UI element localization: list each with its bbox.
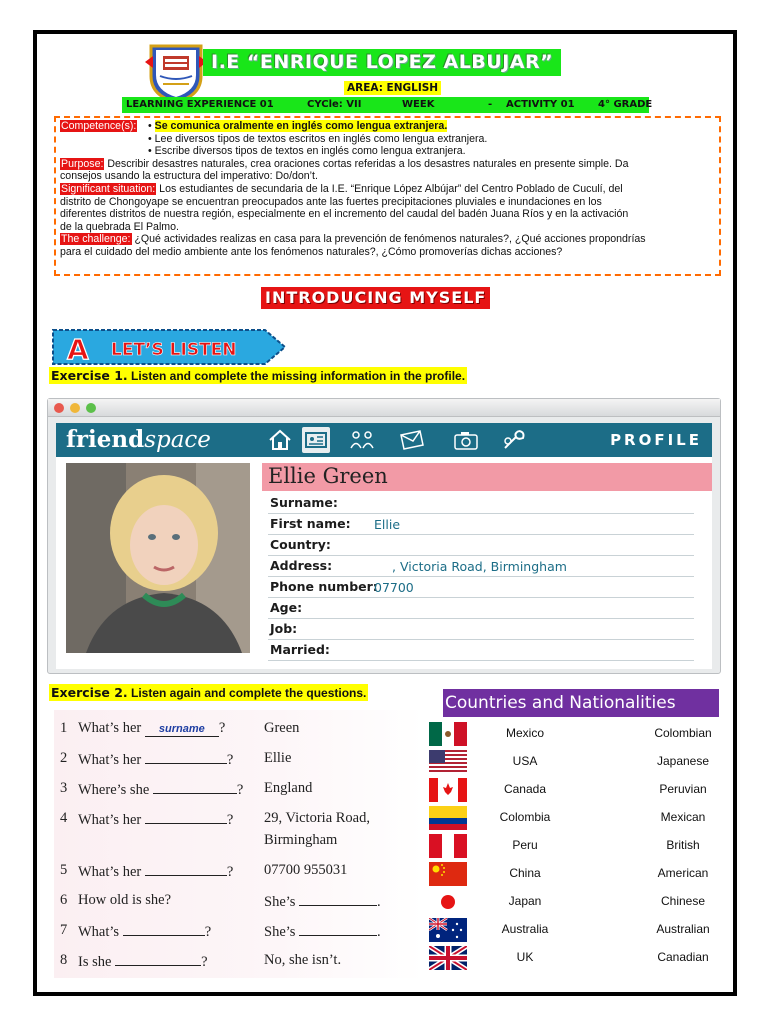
answer-blank-5[interactable] [145, 862, 227, 876]
nationality-peruvian: Peruvian [659, 782, 707, 796]
country-australia: Australia [501, 922, 549, 936]
competence-bullet-1: Se comunica oralmente en inglés como lengua extranjera. [154, 120, 448, 132]
profile-heading: PROFILE [610, 431, 702, 449]
friendspace-logo: friendspace [66, 426, 211, 453]
activity: ACTIVITY 01 [506, 99, 575, 110]
minimize-dot-icon[interactable] [70, 403, 80, 413]
situation-text-3: diferentes distritos de nuestra región, especialmente en el incremento del caudal del badén Juana Ríos y en la activación [60, 208, 629, 221]
camera-icon[interactable] [452, 427, 480, 453]
japan-flag-icon [429, 890, 467, 914]
australia-flag-icon [429, 918, 467, 942]
answer-blank-7b[interactable] [299, 922, 377, 936]
usa-flag-icon [429, 750, 467, 774]
uk-flag-icon [429, 946, 467, 970]
age-field[interactable]: Age: [268, 598, 694, 619]
challenge-line [60, 233, 715, 246]
canada-flag-icon [429, 778, 467, 802]
first-name-field[interactable]: First name: Ellie [268, 514, 694, 535]
country-usa: USA [512, 754, 538, 768]
country-mexico: Mexico [505, 726, 544, 740]
nationality-japanese: Japanese [656, 754, 710, 768]
competence-box: Competence(s): • Se comunica oralmente en inglés como lengua extranjera. • Lee diversos tipos de textos escritos en inglés como lengua extranjera. • Escribe diversos tipos de textos en inglés como lengua extranjera. Purpose: Describir desastres naturales, crea oraciones cortas referidas a los desastres naturales en presente simple. Da consejos usando la estructura del imperativo: Do/don’t. Significant situation: Los estudiantes de secundaria de la I.E. “Enrique López Albújar” del Centro Poblado de Cuculí, del distrito de Chongoyape se encuentran preocupados ante las fuertes precipitaciones pluviales e inundaciones en los diferentes distritos de nuestra región, especialmente en el incremento del caudal del badén Juana Ríos y en la activación de la quebrada El Palmo. The challenge: ¿Qué actividades realizas en casa para la prevención de fenómenos naturales?, ¿Qué acciones propondrías para el cuidado del medio ambiente ante los fenómenos naturales?, ¿Cómo promoverías dichas acciones? [54, 116, 721, 276]
questions-panel: 1 What’s her surname ? Green 2 What’s her ? Ellie 3 Where’s she ? England 4 What’s her ? 29, Victoria Road, Birmingham 5 What’s her ? 07700 955031 6 How old is she? She’s . 7 What’s ? She’s . 8 Is she ? No, she isn’t. [54, 710, 424, 978]
nationality-american: American [657, 866, 709, 880]
cycle: CYCle: VII [307, 99, 362, 110]
job-field[interactable]: Job: [268, 619, 694, 640]
profile-photo [66, 463, 250, 653]
purpose-text-1: Describir desastres naturales, crea oraciones cortas referidas a los desastres naturales en presente simple. Da [104, 157, 629, 170]
purpose-text-2: consejos usando la estructura del imperativo: Do/don’t. [60, 170, 318, 183]
nationality-mexican: Mexican [660, 810, 706, 824]
country-japan: Japan [508, 894, 542, 908]
section-title: INTRODUCING MYSELF [261, 287, 490, 309]
answer-blank-2[interactable] [145, 750, 227, 764]
nationality-british: British [666, 838, 700, 852]
country-peru: Peru [512, 838, 538, 852]
competence-tag: Competence(s): [61, 120, 137, 132]
nationality-canadian: Canadian [657, 950, 709, 964]
school-crest-logo [145, 42, 207, 104]
profile-name-band [262, 463, 712, 491]
exercise-1-instruction: Exercise 1. Listen and complete the missing information in the profile. [51, 368, 466, 383]
country-uk: UK [516, 950, 534, 964]
mail-icon[interactable] [398, 427, 426, 453]
exercise-2-instruction: Exercise 2. Listen again and complete the questions. [51, 685, 367, 700]
situation-line [60, 183, 715, 196]
nationality-australian: Australian [656, 922, 710, 936]
competence-bullet-3: Escribe diversos tipos de textos en inglés como lengua extranjera. [154, 145, 466, 158]
week: WEEK [402, 99, 435, 110]
answer-blank-7[interactable] [123, 922, 205, 936]
situation-text-1: Los estudiantes de secundaria de la I.E. “Enrique López Albújar” del Centro Poblado de Cuculí, del [156, 182, 623, 195]
dash: - [488, 99, 493, 110]
friends-icon[interactable] [348, 427, 376, 453]
close-dot-icon[interactable] [54, 403, 64, 413]
colombia-flag-icon [429, 806, 467, 830]
purpose-line [60, 158, 715, 171]
friendspace-profile-window [47, 398, 721, 674]
challenge-text-1: ¿Qué actividades realizas en casa para la prevención de fenómenos naturales?, ¿Qué acciones propondrías [131, 233, 646, 246]
grade: 4° GRADE [598, 99, 653, 110]
answer-blank-4[interactable] [145, 810, 227, 824]
learning-experience-bar [122, 97, 653, 113]
situation-tag: Significant situation: [61, 182, 156, 195]
country-canada: Canada [503, 782, 547, 796]
phone-field[interactable]: Phone number: 07700 [268, 577, 694, 598]
competence-bullet-2: Lee diversos tipos de textos escritos en inglés como lengua extranjera. [154, 132, 488, 145]
school-title: I.E “ENRIQUE LOPEZ ALBUJAR” [203, 49, 561, 76]
lets-listen-label: LET’S LISTEN [111, 340, 237, 360]
answer-blank-1[interactable]: surname [145, 722, 219, 737]
lets-listen-banner [51, 328, 287, 366]
purpose-tag: Purpose: [61, 157, 104, 170]
maximize-dot-icon[interactable] [86, 403, 96, 413]
settings-wrench-icon[interactable] [500, 427, 528, 453]
country-colombia: Colombia [499, 810, 551, 824]
learning-experience: LEARNING EXPERIENCE 01 [126, 99, 274, 110]
challenge-text-2: para el cuidado del medio ambiente ante los fenómenos naturales?, ¿Cómo promoverías dichas acciones? [60, 245, 563, 258]
area-label: AREA: ENGLISH [344, 81, 441, 95]
profile-name: Ellie Green [268, 464, 388, 488]
country-china: China [509, 866, 541, 880]
answer-blank-3[interactable] [153, 780, 237, 794]
competence-line-1: Competence(s): • Se comunica oralmente en inglés como lengua extranjera. [61, 120, 448, 132]
window-titlebar [48, 399, 720, 417]
profile-card-icon[interactable] [302, 427, 330, 453]
surname-field[interactable]: Surname: [268, 493, 694, 514]
nationality-chinese: Chinese [660, 894, 706, 908]
answer-blank-8[interactable] [115, 952, 201, 966]
friendspace-navbar [56, 423, 712, 457]
situation-text-4: de la quebrada El Palmo. [60, 220, 179, 233]
challenge-tag: The challenge: [61, 233, 131, 246]
married-field[interactable]: Married: [268, 640, 694, 661]
countries-nationalities-title: Countries and Nationalities [443, 689, 719, 717]
worksheet [33, 30, 737, 996]
lets-listen-letter: A [67, 333, 89, 366]
peru-flag-icon [429, 834, 467, 858]
china-flag-icon [429, 862, 467, 886]
answer-blank-6[interactable] [299, 892, 377, 906]
nationality-colombian: Colombian [654, 726, 712, 740]
country-field[interactable]: Country: [268, 535, 694, 556]
home-icon[interactable] [266, 427, 294, 453]
profile-body [56, 457, 712, 669]
situation-text-2: distrito de Chongoyape se encuentran preocupados ante las fuertes precipitaciones pluviales e inundaciones en los [60, 195, 602, 208]
address-field[interactable]: Address: , Victoria Road, Birmingham [268, 556, 694, 577]
mexico-flag-icon [429, 722, 467, 746]
